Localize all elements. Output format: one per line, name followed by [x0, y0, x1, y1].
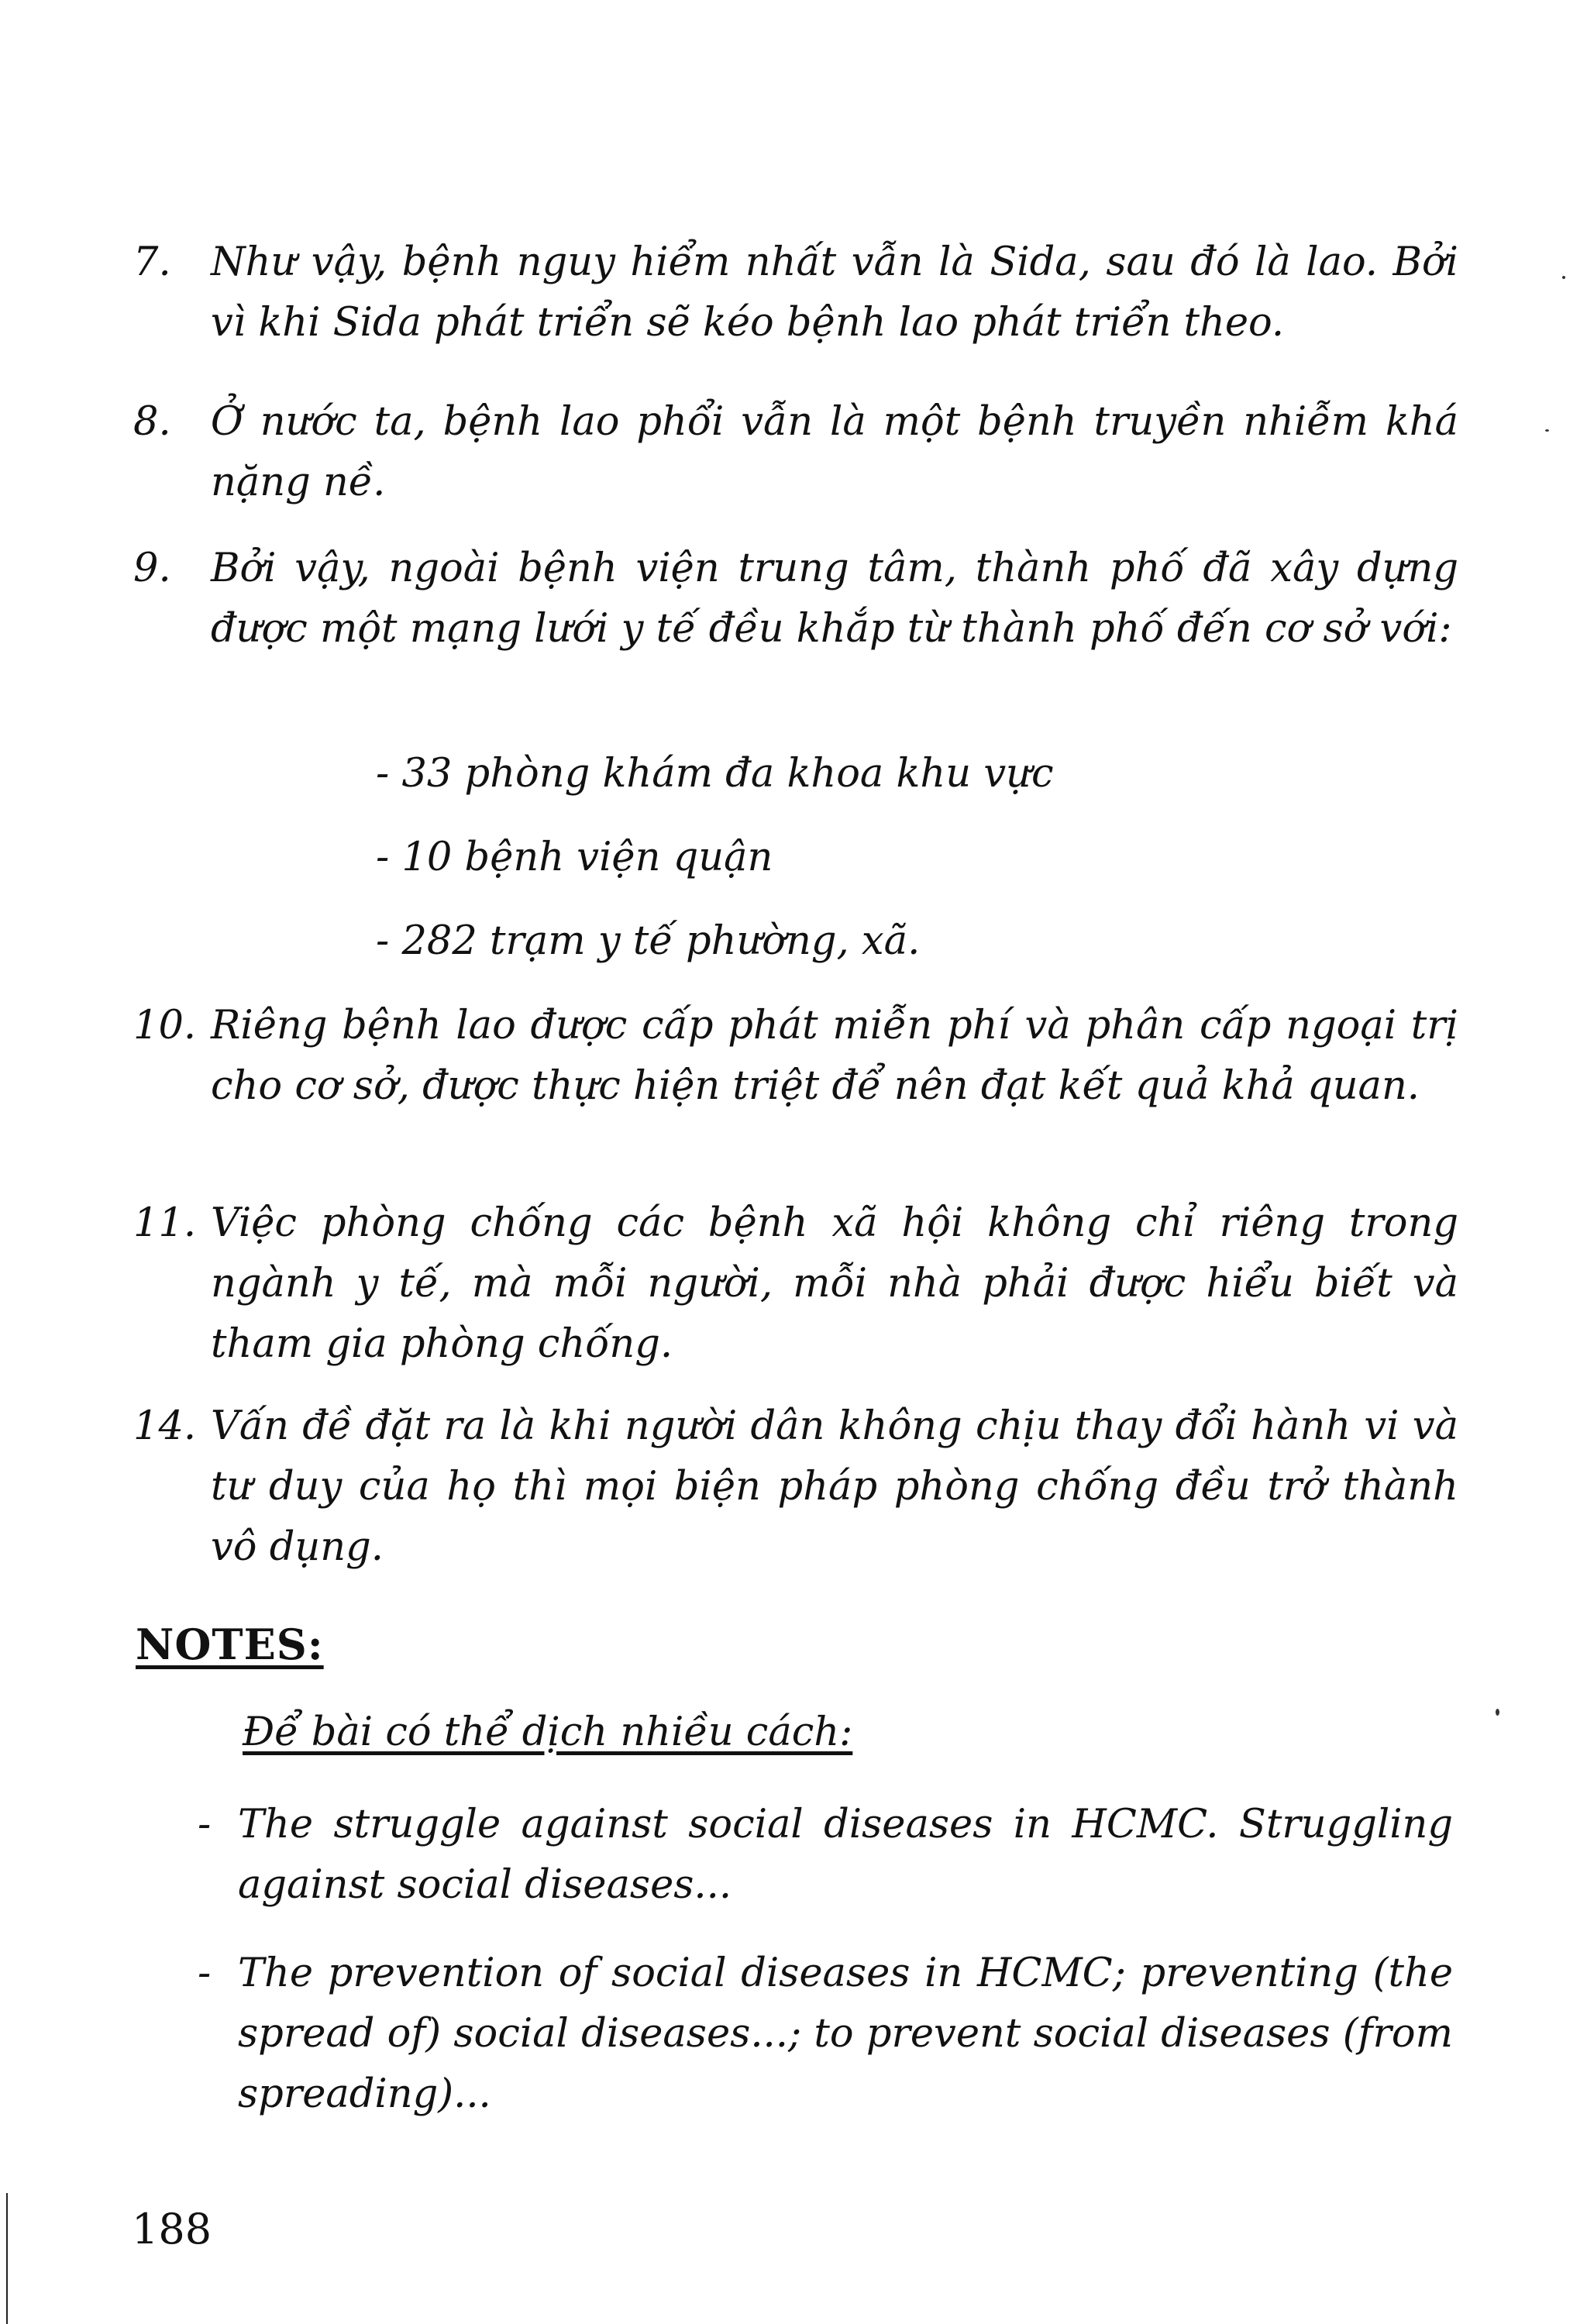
item-text: Ở nước ta, bệnh lao phổi vẫn là một bệnh truyền nhiễm khá nặng nề.	[211, 399, 1458, 505]
translation-option	[198, 1944, 1453, 2125]
notes-intro: Để bài có thể dịch nhiều cách:	[243, 1709, 853, 1755]
scan-speck	[1496, 1709, 1499, 1716]
translation-text: The struggle against social diseases in HCMC. Struggling against social diseases...	[238, 1802, 1453, 1908]
list-item-8	[133, 392, 1458, 513]
item-number: 11.	[133, 1200, 197, 1246]
item-number: 10.	[133, 1003, 197, 1048]
item-number: 9.	[133, 546, 171, 591]
item-number: 8.	[133, 399, 171, 445]
translation-text: The prevention of social diseases in HCMC; preventing (the spread of) social diseases...; to prevent social diseases (from spreading)...	[238, 1950, 1453, 2117]
item-text: Riêng bệnh lao được cấp phát miễn phí và phân cấp ngoại trị cho cơ sở, được thực hiện triệt để nên đạt kết quả khả quan.	[211, 1003, 1458, 1109]
item-text: Vấn đề đặt ra là khi người dân không chịu thay đổi hành vi và tư duy của họ thì mọi biện pháp phòng chống đều trở thành vô dụng.	[211, 1403, 1458, 1570]
list-item-10	[133, 996, 1458, 1117]
bullet-item: - 10 bệnh viện quận	[376, 835, 773, 880]
list-item-7	[133, 232, 1458, 353]
notes-heading: NOTES:	[136, 1620, 324, 1669]
list-item-11	[133, 1193, 1458, 1375]
dash-marker: -	[198, 1950, 212, 1996]
scan-speck	[1545, 429, 1549, 432]
list-item-9	[133, 539, 1458, 659]
item-number: 14.	[133, 1403, 197, 1449]
scan-edge-line	[6, 2193, 8, 2324]
bullet-item: - 282 trạm y tế phường, xã.	[376, 918, 921, 964]
translation-option	[198, 1795, 1453, 1916]
list-item-14	[133, 1396, 1458, 1578]
item-text: Như vậy, bệnh nguy hiểm nhất vẫn là Sida, sau đó là lao. Bởi vì khi Sida phát triển sẽ kéo bệnh lao phát triển theo.	[211, 239, 1458, 346]
dash-marker: -	[198, 1802, 212, 1847]
page-number: 188	[132, 2205, 212, 2253]
item-text: Bởi vậy, ngoài bệnh viện trung tâm, thành phố đã xây dựng được một mạng lưới y tế đều khắp từ thành phố đến cơ sở với:	[211, 546, 1458, 652]
bullet-item: - 33 phòng khám đa khoa khu vực	[376, 751, 1054, 797]
item-number: 7.	[133, 239, 171, 285]
scan-speck	[1562, 276, 1565, 279]
item-text: Việc phòng chống các bệnh xã hội không chỉ riêng trong ngành y tế, mà mỗi người, mỗi nhà phải được hiểu biết và tham gia phòng chống.	[211, 1200, 1458, 1367]
